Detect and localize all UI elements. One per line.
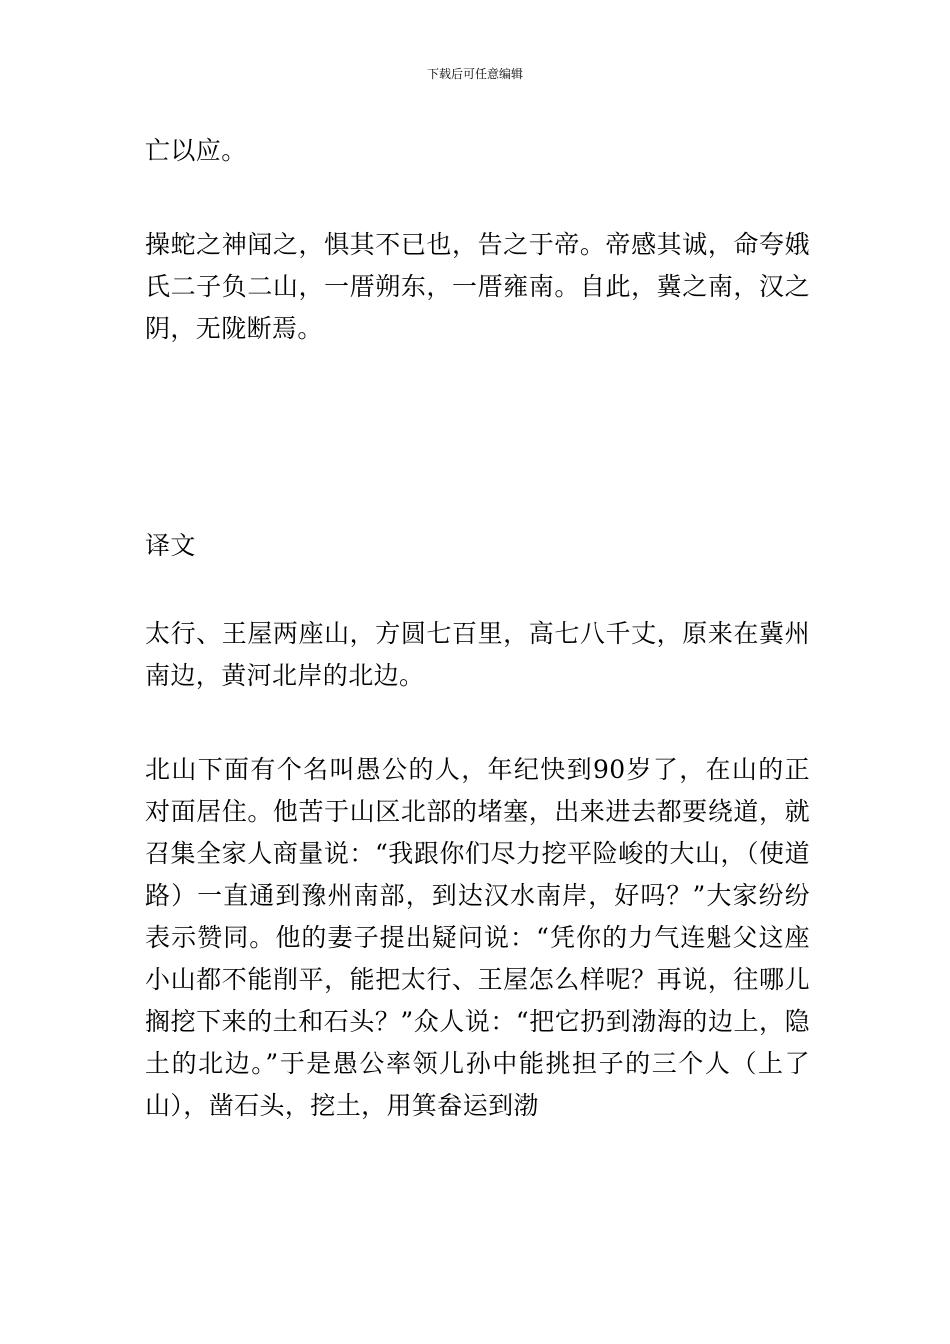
paragraph-snake-god: 操蛇之神闻之，惧其不已也，告之于帝。帝感其诚，命夸娥氏二子负二山，一厝朔东，一厝雍南。自此，冀之南，汉之阴，无陇断焉。 bbox=[145, 230, 810, 343]
paragraph-mountains: 太行、王屋两座山，方圆七百里，高七八千丈，原来在冀州南边，黄河北岸的北边。 bbox=[145, 619, 810, 690]
paragraph-spacer bbox=[145, 172, 810, 224]
document-body bbox=[145, 130, 810, 1127]
paragraph-spacer bbox=[145, 697, 810, 749]
page-header: 下载后可任意编辑 bbox=[426, 67, 523, 81]
paragraph-ending-line: 亡以应。 bbox=[145, 136, 247, 165]
section-heading-translation: 译文 bbox=[145, 531, 196, 560]
paragraph-spacer bbox=[145, 567, 810, 613]
section-spacer bbox=[145, 350, 810, 525]
paragraph-yugong: 北山下面有个名叫愚公的人，年纪快到90岁了，在山的正对面居住。他苦于山区北部的堵塞，出来进去都要绕道，就召集全家人商量说：“我跟你们尽力挖平险峻的大山，（使道路）一直通到豫州南部，到达汉水南岸，好吗？”大家纷纷表示赞同。他的妻子提出疑问说：“凭你的力气连魁父这座小山都不能削平，能把太行、王屋怎么样呢？再说，往哪儿搁挖下来的土和石头？”众人说：“把它扔到渤海的边上，隐土的北边。”于是愚公率领儿孙中能挑担子的三个人（上了山），凿石头，挖土，用箕畚运到渤 bbox=[145, 755, 810, 1120]
